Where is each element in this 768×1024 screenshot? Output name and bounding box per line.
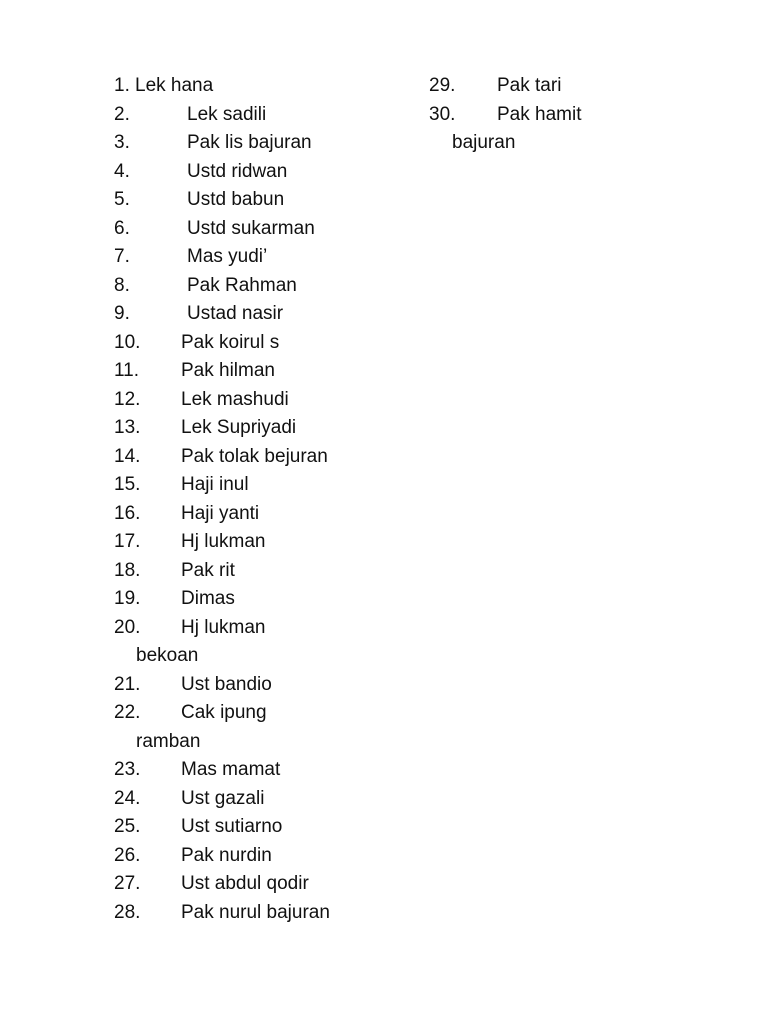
item-text: Ust bandio xyxy=(181,673,272,695)
item-text: Ustad nasir xyxy=(187,303,284,324)
item-text: Pak tolak bejuran xyxy=(181,445,328,467)
list-item xyxy=(114,528,414,557)
list-item xyxy=(114,101,414,130)
list-item xyxy=(429,101,669,158)
item-text: Lek mashudi xyxy=(181,388,289,410)
list-item xyxy=(114,386,414,415)
item-number: 23. xyxy=(114,759,141,780)
list-column-left xyxy=(114,72,414,927)
item-text: Pak nurul bajuran xyxy=(181,901,330,923)
item-text: Cak ipung xyxy=(181,702,267,723)
item-text: Ust sutiarno xyxy=(181,816,283,837)
item-number: 21. xyxy=(114,673,141,695)
item-text: Pak lis bajuran xyxy=(187,132,312,153)
item-number: 2. xyxy=(114,103,130,125)
item-text: Mas mamat xyxy=(181,759,281,780)
item-number: 12. xyxy=(114,388,141,410)
item-text: Pak koirul s xyxy=(181,331,280,353)
item-number: 8. xyxy=(114,274,130,296)
item-text: Ust abdul qodir xyxy=(181,873,309,894)
item-number: 26. xyxy=(114,844,141,866)
item-text: Ustd sukarman xyxy=(187,217,315,239)
item-text-continuation: bajuran xyxy=(452,132,516,153)
item-text: Haji inul xyxy=(181,474,249,495)
item-number: 13. xyxy=(114,417,141,438)
item-number: 24. xyxy=(114,787,141,809)
item-text: Pak Rahman xyxy=(187,274,297,296)
item-text: Lek sadili xyxy=(187,103,267,125)
list-item xyxy=(114,471,414,500)
item-number: 20. xyxy=(114,616,141,638)
list-item xyxy=(114,671,414,700)
list-item xyxy=(114,329,414,358)
item-number: 14. xyxy=(114,445,141,467)
item-number: 4. xyxy=(114,160,130,182)
list-item xyxy=(114,870,414,899)
item-number: 9. xyxy=(114,303,130,324)
item-text: Pak hilman xyxy=(181,360,275,381)
item-number: 19. xyxy=(114,588,141,609)
item-number: 16. xyxy=(114,502,141,524)
item-number: 15. xyxy=(114,474,141,495)
item-number: 29. xyxy=(429,75,456,96)
list-item xyxy=(114,129,414,158)
item-text: Pak tari xyxy=(497,75,562,96)
item-text: Lek Supriyadi xyxy=(181,417,297,438)
list-item xyxy=(114,72,414,101)
item-number: 5. xyxy=(114,189,130,210)
list-item xyxy=(114,300,414,329)
item-number: 3. xyxy=(114,132,130,153)
item-number: 10. xyxy=(114,331,141,353)
item-number: 17. xyxy=(114,531,141,552)
item-number: 7. xyxy=(114,246,130,267)
list-item xyxy=(114,158,414,187)
list-item xyxy=(114,614,414,671)
item-number: 25. xyxy=(114,816,141,837)
list-item xyxy=(114,785,414,814)
list-item xyxy=(114,842,414,871)
item-text: Pak rit xyxy=(181,559,235,581)
item-number: 1. xyxy=(114,75,130,96)
item-number: 11. xyxy=(114,360,140,381)
item-number: 30. xyxy=(429,103,456,125)
list-item xyxy=(114,813,414,842)
item-number: 18. xyxy=(114,559,141,581)
list-item xyxy=(114,243,414,272)
item-text: Pak nurdin xyxy=(181,844,272,866)
list-item xyxy=(114,186,414,215)
list-item xyxy=(114,557,414,586)
list-column-right xyxy=(429,72,669,158)
item-number: 27. xyxy=(114,873,141,894)
list-item xyxy=(114,899,414,928)
item-text: Pak hamit xyxy=(497,103,582,125)
item-number: 28. xyxy=(114,901,141,923)
item-text: Hj lukman xyxy=(181,616,266,638)
item-text: Mas yudi’ xyxy=(187,246,268,267)
item-text: Hj lukman xyxy=(181,531,266,552)
item-text: Ustd ridwan xyxy=(187,160,288,182)
item-text-continuation: ramban xyxy=(136,730,201,752)
list-item xyxy=(114,500,414,529)
list-item xyxy=(114,215,414,244)
item-text: Ustd babun xyxy=(187,189,285,210)
list-item xyxy=(114,414,414,443)
list-item xyxy=(114,443,414,472)
item-text: Dimas xyxy=(181,588,235,609)
list-item xyxy=(114,357,414,386)
list-item xyxy=(429,72,669,101)
item-number: 6. xyxy=(114,217,130,239)
item-text: Lek hana xyxy=(135,75,214,96)
list-item xyxy=(114,272,414,301)
list-item xyxy=(114,585,414,614)
item-text: Haji yanti xyxy=(181,502,260,524)
list-item xyxy=(114,699,414,756)
list-item xyxy=(114,756,414,785)
item-text: Ust gazali xyxy=(181,787,265,809)
item-text-continuation: bekoan xyxy=(136,645,199,666)
item-number: 22. xyxy=(114,702,141,723)
